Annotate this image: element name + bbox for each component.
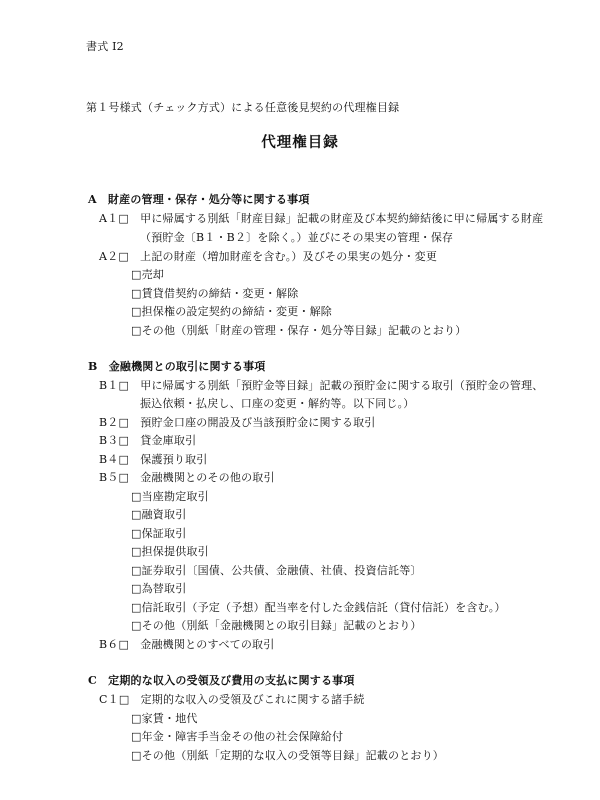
item-b6: B６□ 金融機関とのすべての取引 bbox=[99, 638, 275, 651]
option-checkbox: □証券取引〔国債、公共債、金融債、社債、投資信託等〕 bbox=[131, 564, 422, 577]
option-checkbox: □融資取引 bbox=[131, 508, 187, 521]
document-title: 代理権目録 bbox=[261, 134, 339, 151]
item-b1-line1: B１□ 甲に帰属する別紙「預貯金等目録」記載の預貯金に関する取引（預貯金の管理、 bbox=[99, 379, 544, 392]
item-b2: B２□ 預貯金口座の開設及び当該預貯金に関する取引 bbox=[99, 416, 376, 429]
section-a-heading: A 財産の管理・保存・処分等に関する事項 bbox=[88, 193, 310, 206]
item-b4: B４□ 保護預り取引 bbox=[99, 453, 208, 466]
form-number: 書式 I2 bbox=[86, 40, 124, 53]
option-checkbox: □為替取引 bbox=[131, 582, 187, 595]
option-checkbox: □担保権の設定契約の締結・変更・解除 bbox=[131, 305, 332, 318]
option-checkbox: □保証取引 bbox=[131, 527, 187, 540]
option-checkbox: □その他（別紙「定期的な収入の受領等目録」記載のとおり） bbox=[131, 749, 444, 762]
section-c-heading: C 定期的な収入の受領及び費用の支払に関する事項 bbox=[88, 674, 355, 687]
option-checkbox: □年金・障害手当金その他の社会保障給付 bbox=[131, 730, 344, 743]
document-subtitle: 第１号様式（チェック方式）による任意後見契約の代理権目録 bbox=[86, 101, 400, 114]
option-checkbox: □担保提供取引 bbox=[131, 545, 209, 558]
option-checkbox: □賃貸借契約の締結・変更・解除 bbox=[131, 287, 299, 300]
option-checkbox: □売却 bbox=[131, 268, 164, 281]
option-checkbox: □その他（別紙「財産の管理・保存・処分等目録」記載のとおり） bbox=[131, 324, 467, 337]
option-checkbox: □信託取引（予定（予想）配当率を付した金銭信託（貸付信託）を含む。） bbox=[131, 601, 506, 614]
item-b3: B３□ 貸金庫取引 bbox=[99, 434, 197, 447]
item-b1-line2: 振込依頼・払戻し、口座の変更・解約等。以下同じ。） bbox=[140, 397, 415, 410]
option-checkbox: □当座勘定取引 bbox=[131, 490, 209, 503]
option-checkbox: □家賃・地代 bbox=[131, 712, 198, 725]
item-a1-line2: （預貯金〔B１・B２〕を除く。）並びにその果実の管理・保存 bbox=[140, 231, 454, 244]
option-checkbox: □その他（別紙「金融機関との取引目録」記載のとおり） bbox=[131, 619, 422, 632]
item-c1: C１□ 定期的な収入の受領及びこれに関する諸手続 bbox=[99, 693, 365, 706]
item-a1-line1: A１□ 甲に帰属する別紙「財産目録」記載の財産及び本契約締結後に甲に帰属する財産 bbox=[99, 212, 544, 225]
item-a2: A２□ 上記の財産（増加財産を含む。）及びその果実の処分・変更 bbox=[99, 250, 438, 263]
item-b5: B５□ 金融機関とのその他の取引 bbox=[99, 471, 275, 484]
section-b-heading: B 金融機関との取引に関する事項 bbox=[88, 360, 266, 373]
